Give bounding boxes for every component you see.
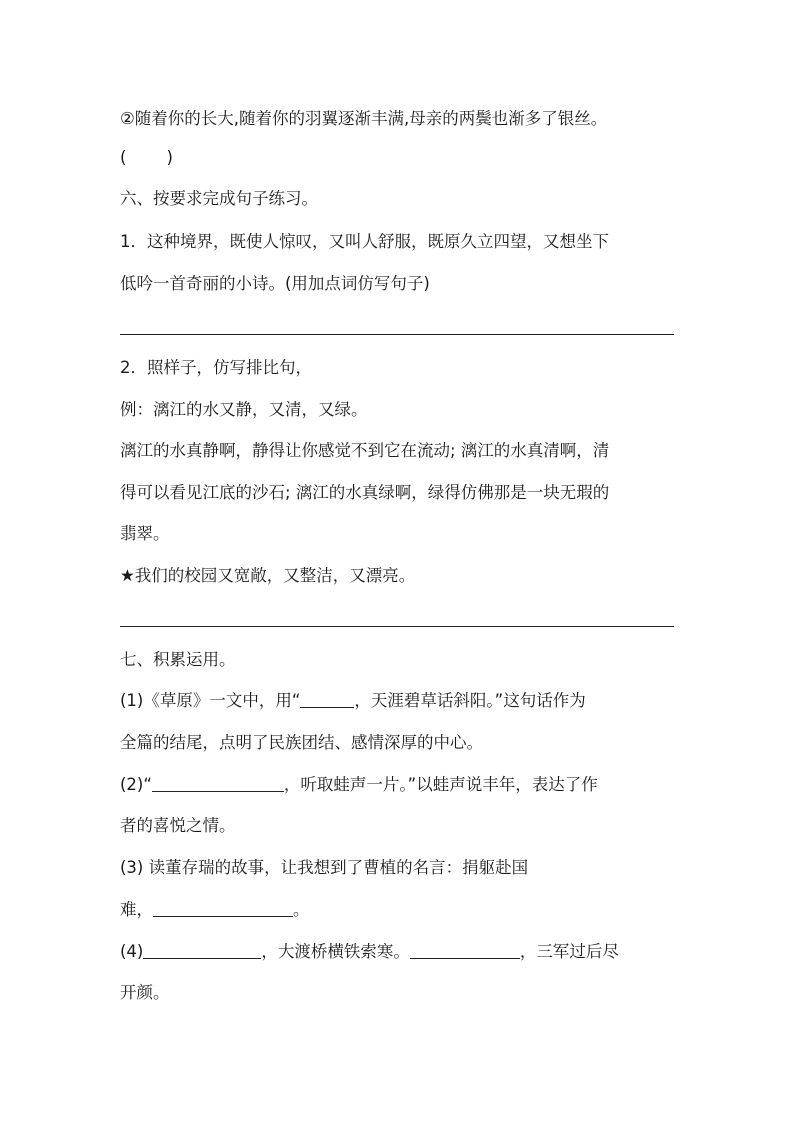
s7-q3-prefix: 难， xyxy=(120,900,153,919)
s6-q1-line2: 低吟一首奇丽的小诗。(用加点词仿写句子) xyxy=(120,274,430,293)
paren-open: ( xyxy=(120,148,127,167)
paren-close: ) xyxy=(166,148,173,167)
s7-q2-blank[interactable] xyxy=(152,773,284,792)
s7-q3-suffix: 。 xyxy=(293,900,310,919)
s6-q1-line1: 1．这种境界，既使人惊叹，又叫人舒服，既原久立四望，又想坐下 xyxy=(120,232,609,251)
s7-q1-prefix: (1)《草原》一文中，用“ xyxy=(120,691,301,710)
s7-q3-line1: (3) 读董存瑞的故事，让我想到了曹植的名言：捐躯赴国 xyxy=(120,858,529,877)
s7-q2-prefix: (2)“ xyxy=(120,775,152,794)
s7-q4-blank2[interactable] xyxy=(410,940,520,959)
s7-q4-prefix: (4) xyxy=(120,942,144,961)
s7-q2-suffix: ，听取蛙声一片。”以蛙声说丰年，表达了作 xyxy=(283,775,598,794)
s7-q2-line1 xyxy=(120,773,676,797)
q5-answer-parentheses xyxy=(120,146,676,170)
s7-q4-suffix: ，三军过后尽 xyxy=(519,942,619,961)
s7-q4-middle: ，大渡桥横铁索寒。 xyxy=(261,942,410,961)
s6-q2-answer-line[interactable] xyxy=(120,626,674,627)
s7-q3-blank[interactable] xyxy=(153,898,293,917)
s6-q2-prompt: 2．照样子，仿写排比句， xyxy=(120,358,312,377)
s7-q1-line2: 全篇的结尾，点明了民族团结、感情深厚的中心。 xyxy=(120,733,483,752)
s6-q2-model-line2: 得可以看见江底的沙石; 漓江的水真绿啊，绿得仿佛那是一块无瑕的 xyxy=(120,483,610,502)
s7-q1-suffix: ，天涯碧草话斜阳。”这句话作为 xyxy=(354,691,586,710)
q5-sentence-2: ②随着你的长大,随着你的羽翼逐渐丰满,母亲的两鬓也渐多了银丝。 xyxy=(120,109,608,128)
section-7-heading: 七、积累运用。 xyxy=(120,650,236,669)
s6-q2-task: ★我们的校园又宽敞，又整洁，又漂亮。 xyxy=(120,566,416,585)
s7-q4-line2: 开颜。 xyxy=(120,983,170,1002)
s6-q1-answer-line[interactable] xyxy=(120,334,674,335)
s7-q3-line2 xyxy=(120,898,676,922)
s6-q2-model-line3: 翡翠。 xyxy=(120,524,170,543)
s7-q2-line2: 者的喜悦之情。 xyxy=(120,816,236,835)
s7-q1-line1 xyxy=(120,689,676,713)
s7-q4-line1 xyxy=(120,940,676,964)
s7-q1-blank[interactable] xyxy=(300,689,354,708)
s7-q4-blank1[interactable] xyxy=(143,940,261,959)
section-6-heading: 六、按要求完成句子练习。 xyxy=(120,189,318,208)
s6-q2-example: 例：漓江的水又静，又清，又绿。 xyxy=(120,400,368,419)
s6-q2-model-line1: 漓江的水真静啊，静得让你感觉不到它在流动; 漓江的水真清啊，清 xyxy=(120,441,610,460)
